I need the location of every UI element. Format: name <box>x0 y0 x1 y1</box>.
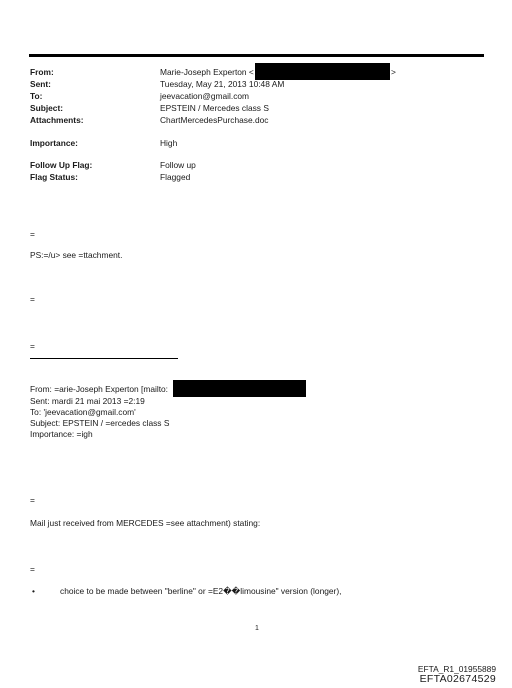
sent-label: Sent: <box>30 79 51 89</box>
from-label: From: <box>30 67 54 77</box>
equals-marker: = <box>30 341 35 351</box>
equals-marker: = <box>30 495 35 505</box>
bullet-text: choice to be made between "berline" or =E2��limousine" version (longer), <box>60 586 342 596</box>
importance-value: High <box>160 138 178 148</box>
quoted-subject: Subject: EPSTEIN / =ercedes class S <box>30 418 170 428</box>
quoted-to: To: 'jeevacation@gmail.com' <box>30 407 136 417</box>
equals-marker: = <box>30 294 35 304</box>
to-value: jeevacation@gmail.com <box>160 91 250 101</box>
ps-line: PS:=/u> see =ttachment. <box>30 250 123 260</box>
to-label: To: <box>30 91 43 101</box>
from-trailing: > <box>391 67 396 77</box>
mail-line: Mail just received from MERCEDES =see attachment) stating: <box>30 518 261 528</box>
importance-label: Importance: <box>30 138 78 148</box>
follow-up-flag-label: Follow Up Flag: <box>30 160 93 170</box>
sent-value: Tuesday, May 21, 2013 10:48 AM <box>160 79 285 89</box>
quoted-from: From: =arie-Joseph Experton [mailto: <box>30 384 169 394</box>
bullet-glyph: • <box>32 586 35 596</box>
quoted-importance: Importance: =igh <box>30 429 93 439</box>
subject-value: EPSTEIN / Mercedes class S <box>160 103 269 113</box>
flag-status-label: Flag Status: <box>30 172 78 182</box>
equals-marker: = <box>30 229 35 239</box>
attachments-value: ChartMercedesPurchase.doc <box>160 115 269 125</box>
follow-up-flag-value: Follow up <box>160 160 196 170</box>
quoted-sent: Sent: mardi 21 mai 2013 =2:19 <box>30 396 145 406</box>
footer-id-secondary: EFTA02674529 <box>419 673 496 685</box>
from-value: Marie-Joseph Experton < <box>160 67 254 77</box>
separator-line <box>30 358 178 359</box>
redaction-box <box>173 380 306 397</box>
header-rule <box>29 54 484 57</box>
footer-id-primary: EFTA_R1_01955889 <box>417 664 496 674</box>
attachments-label: Attachments: <box>30 115 84 125</box>
redaction-box <box>255 63 390 80</box>
flag-status-value: Flagged <box>160 172 191 182</box>
subject-label: Subject: <box>30 103 64 113</box>
equals-marker: = <box>30 564 35 574</box>
page-number: 1 <box>255 625 259 632</box>
